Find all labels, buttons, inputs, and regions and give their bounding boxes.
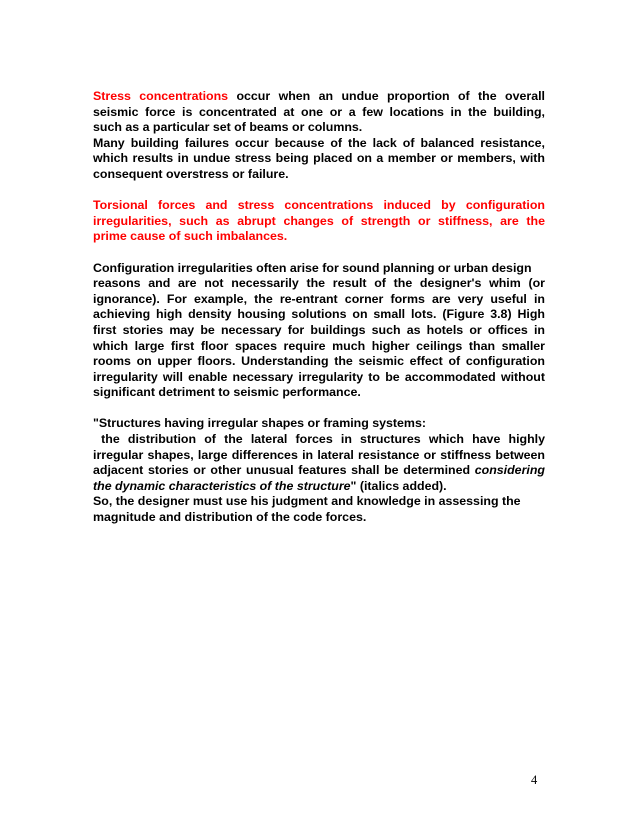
text-line: irregularity will enable necessary irregularity to be accommodated without bbox=[93, 369, 545, 384]
text-line bbox=[93, 479, 545, 495]
italic-text: the dynamic characteristics of the structure bbox=[93, 478, 351, 493]
text-line: consequent overstress or failure. bbox=[93, 166, 289, 181]
text-span: occur when an undue proportion of the overall bbox=[236, 89, 545, 103]
text-line: reasons and are not necessarily the result of the designer's whim (or bbox=[93, 276, 545, 291]
text-line: seismic force is concentrated at one or a few locations in the building, bbox=[93, 104, 545, 119]
text-line: rooms on upper floors. Understanding the seismic effect of configuration bbox=[93, 354, 545, 369]
text-line bbox=[93, 463, 545, 479]
page-number: 4 bbox=[531, 773, 538, 787]
text-line: significant detriment to seismic performance. bbox=[93, 385, 361, 400]
text-line: achieving high density housing solutions on small lots. (Figure 3.8) High bbox=[93, 307, 545, 322]
page-body bbox=[93, 89, 545, 526]
text-line: first stories may be necessary for buildings such as hotels or offices in bbox=[93, 322, 545, 337]
italic-text: considering bbox=[474, 463, 545, 478]
text-line: Many building failures occur because of the lack of balanced resistance, bbox=[93, 135, 545, 150]
paragraph-code-quote bbox=[93, 416, 545, 525]
text-line: magnitude and distribution of the code forces. bbox=[93, 510, 367, 525]
text-line: irregularities, such as abrupt changes of strength or stiffness, are the bbox=[93, 213, 545, 228]
text-line: "Structures having irregular shapes or framing systems: bbox=[93, 416, 426, 431]
text-span: adjacent stories or other unusual features shall be determined bbox=[93, 463, 471, 478]
text-line: So, the designer must use his judgment and knowledge in assessing the bbox=[93, 494, 521, 509]
text-span: " (italics added). bbox=[350, 478, 447, 493]
text-line: ignorance). For example, the re-entrant corner forms are very useful in bbox=[93, 291, 545, 306]
text-line: Torsional forces and stress concentrations induced by configuration bbox=[93, 198, 545, 213]
text-line: such as a particular set of beams or columns. bbox=[93, 120, 363, 135]
paragraph-torsional-forces bbox=[93, 198, 545, 245]
highlighted-term: Stress concentrations bbox=[93, 89, 229, 103]
text-line: Configuration irregularities often arise for sound planning or urban design bbox=[93, 260, 532, 275]
text-line: which results in undue stress being placed on a member or members, with bbox=[93, 151, 545, 166]
text-line: prime cause of such imbalances. bbox=[93, 229, 288, 244]
text-line: irregular shapes, large differences in lateral resistance or stiffness between bbox=[93, 447, 545, 462]
paragraph-configuration-irregularities bbox=[93, 261, 545, 401]
paragraph-stress-concentrations bbox=[93, 89, 545, 183]
text-line: the distribution of the lateral forces in structures which have highly bbox=[93, 432, 545, 447]
text-line bbox=[93, 89, 545, 105]
text-line: which large first floor spaces require much higher ceilings than smaller bbox=[93, 338, 545, 353]
